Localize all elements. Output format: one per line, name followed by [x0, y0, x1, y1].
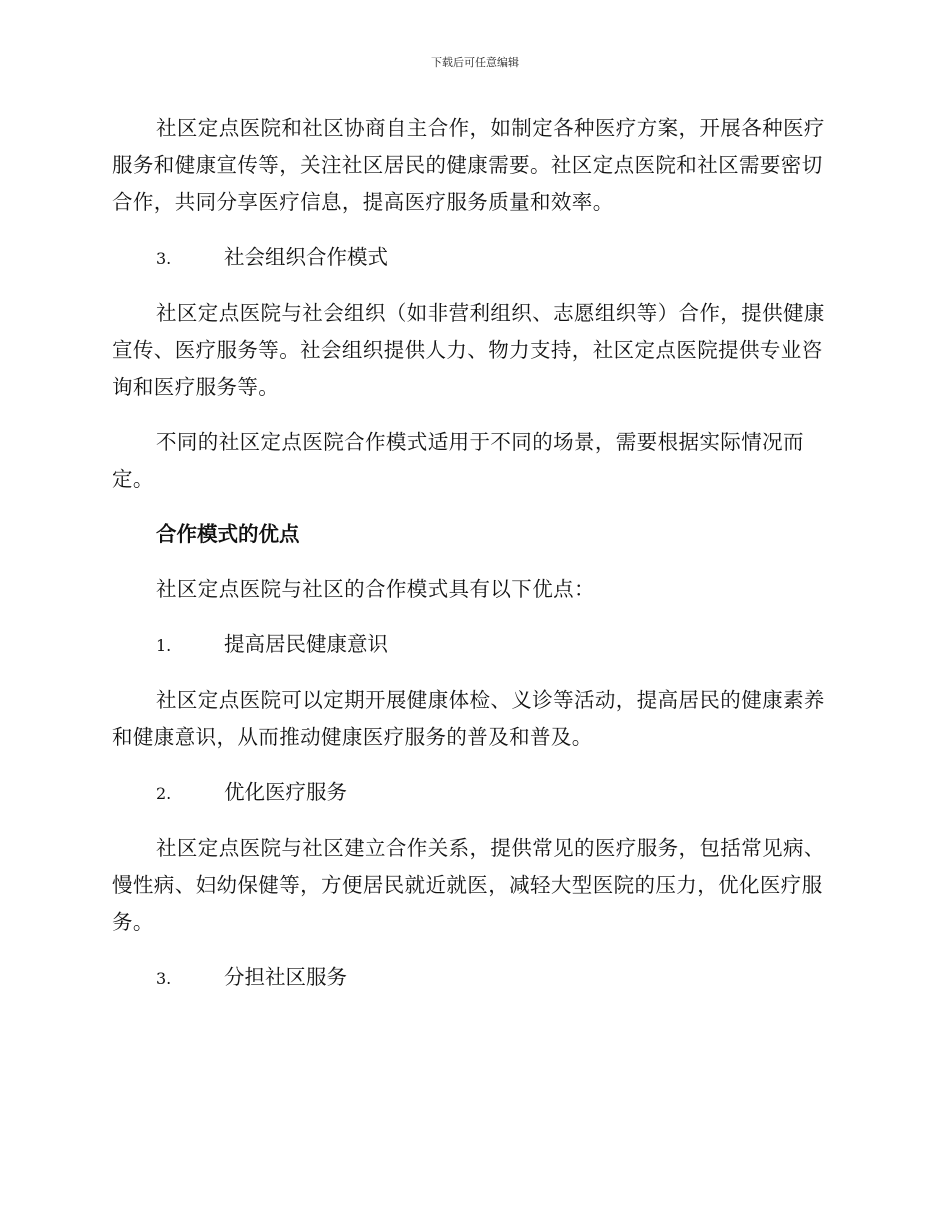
paragraph-community-coordination: 社区定点医院和社区协商自主合作，如制定各种医疗方案，开展各种医疗服务和健康宣传等，关注社区居民的健康需要。社区定点医院和社区需要密切合作，共同分享医疗信息，提高医疗服务质量和效率。 — [112, 116, 825, 214]
list-label: 社会组织合作模式 — [224, 245, 388, 269]
list-label: 优化医疗服务 — [224, 780, 347, 804]
section-heading-advantages: 合作模式的优点 — [156, 522, 300, 546]
list-item-share-community-service — [112, 959, 832, 997]
list-label: 提高居民健康意识 — [224, 632, 388, 656]
list-label: 分担社区服务 — [224, 965, 347, 989]
paragraph-social-organization: 社区定点医院与社会组织（如非营利组织、志愿组织等）合作，提供健康宣传、医疗服务等。社会组织提供人力、物力支持，社区定点医院提供专业咨询和医疗服务等。 — [112, 301, 825, 399]
paragraph-optimize-service: 社区定点医院与社区建立合作关系，提供常见的医疗服务，包括常见病、慢性病、妇幼保健等，方便居民就近就医，减轻大型医院的压力，优化医疗服务。 — [112, 836, 825, 934]
paragraph-scenario-note: 不同的社区定点医院合作模式适用于不同的场景，需要根据实际情况而定。 — [112, 430, 804, 491]
paragraph-advantages-intro: 社区定点医院与社区的合作模式具有以下优点： — [156, 577, 595, 601]
list-number: 1. — [156, 636, 172, 655]
list-number: 3. — [156, 249, 172, 268]
list-item-health-awareness — [112, 626, 832, 664]
list-number: 3. — [156, 969, 172, 988]
list-item-optimize-service — [112, 774, 832, 812]
paragraph-health-awareness: 社区定点医院可以定期开展健康体检、义诊等活动，提高居民的健康素养和健康意识，从而推动健康医疗服务的普及和普及。 — [112, 688, 825, 749]
document-body — [112, 110, 832, 1015]
list-item-social-organization — [112, 239, 832, 277]
list-number: 2. — [156, 784, 172, 803]
page-header: 下载后可任意编辑 — [431, 56, 519, 69]
